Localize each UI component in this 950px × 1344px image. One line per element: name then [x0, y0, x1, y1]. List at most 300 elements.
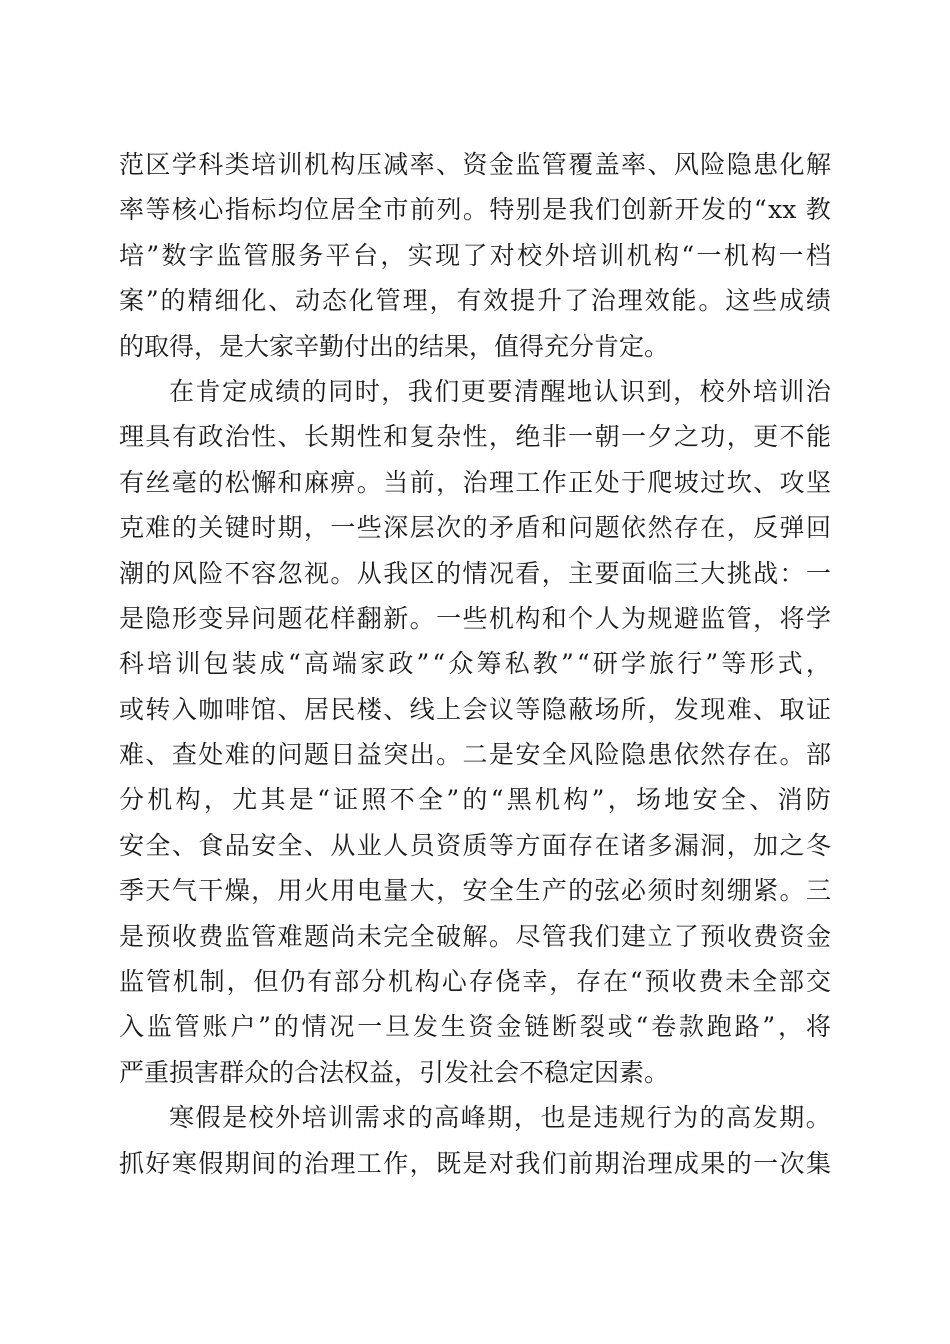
line-char: 三 — [805, 876, 831, 906]
line-char: 样 — [330, 603, 356, 633]
line-char: 。 — [356, 467, 382, 497]
line-char: 气 — [171, 876, 197, 906]
line-char: 能 — [805, 422, 831, 452]
line-char: 形 — [171, 603, 197, 633]
line-char: 难 — [224, 740, 250, 770]
line-char: 毫 — [171, 467, 197, 497]
line-char: 学 — [805, 603, 831, 633]
line-char: 在 — [169, 376, 195, 406]
line-char: 难 — [277, 921, 303, 951]
line-char: ” — [416, 649, 430, 679]
line-char: 安 — [119, 830, 145, 860]
line-char: 隐 — [541, 694, 567, 724]
line-char: 校 — [248, 1103, 274, 1133]
line-char: 战 — [753, 558, 779, 588]
line-char: ， — [436, 876, 462, 906]
line-char: 全 — [488, 876, 514, 906]
line-char: 关 — [198, 513, 224, 543]
line-char: 面 — [621, 558, 647, 588]
line-char: 全 — [145, 830, 171, 860]
line-char: 校 — [699, 376, 725, 406]
line-char: 一 — [568, 422, 594, 452]
line-char: 监 — [216, 240, 242, 270]
line-char: 求 — [381, 1103, 407, 1133]
line-char: 的 — [277, 1148, 303, 1178]
line-char: 全 — [277, 830, 303, 860]
line-char: 外 — [544, 240, 570, 270]
line-char: 提 — [510, 286, 536, 316]
line-char: 安 — [692, 785, 718, 815]
line-char: 化 — [348, 286, 374, 316]
line-char: 之 — [673, 422, 699, 452]
line-char: 理 — [119, 422, 145, 452]
line-char: 现 — [700, 694, 726, 724]
line-char: 端 — [332, 649, 358, 679]
line-char: 肯 — [195, 376, 221, 406]
line-char: 火 — [303, 876, 329, 906]
line-char: 们 — [541, 1148, 567, 1178]
line-char: 题 — [277, 603, 303, 633]
line-char: 、 — [268, 286, 294, 316]
line-char: 覆 — [568, 150, 594, 179]
line-char: 的 — [462, 785, 488, 815]
line-char: 议 — [488, 694, 514, 724]
line-char: “ — [576, 649, 590, 679]
line-char: ， — [726, 422, 752, 452]
line-char: 险 — [700, 150, 726, 179]
line-char: 校 — [517, 240, 543, 270]
line-char: 患 — [753, 150, 779, 179]
line-char: 全 — [541, 740, 567, 770]
line-char: 发 — [700, 195, 726, 225]
line-char: 杂 — [436, 422, 462, 452]
line-char: ， — [409, 1148, 435, 1178]
line-char: 链 — [524, 1012, 550, 1042]
line-char: 预 — [145, 921, 171, 951]
line-char: 、 — [749, 785, 775, 815]
line-char: 、 — [436, 150, 462, 179]
line-char: 清 — [513, 376, 539, 406]
line-char: 减 — [383, 150, 409, 179]
line-char: 题 — [594, 513, 620, 543]
line-char: 未 — [356, 921, 382, 951]
line-char: 处 — [198, 740, 224, 770]
line-char: 、 — [647, 150, 673, 179]
line-char: 、 — [303, 830, 329, 860]
line-char: 字 — [188, 240, 214, 270]
line-char: 率 — [409, 150, 435, 179]
line-char: 训 — [175, 649, 201, 679]
line-char: 居 — [330, 195, 356, 225]
line-char: 心 — [198, 195, 224, 225]
line-char: 绝 — [515, 422, 541, 452]
line-char: ， — [436, 467, 462, 497]
line-char: 我 — [568, 195, 594, 225]
line-char: 仍 — [280, 967, 306, 997]
line-char: 特 — [489, 195, 515, 225]
line-char: 紧 — [753, 876, 779, 906]
line-char: 收 — [171, 921, 197, 951]
line-char: 平 — [325, 240, 351, 270]
line-char: 成 — [779, 286, 805, 316]
line-char: 些 — [462, 603, 488, 633]
line-char: 一 — [696, 240, 722, 270]
line-char: 到 — [646, 376, 672, 406]
line-char: 裂 — [579, 1012, 605, 1042]
line-char: 问 — [251, 603, 277, 633]
line-char: 诸 — [621, 830, 647, 860]
line-char: 之 — [779, 830, 805, 860]
line-char: 期 — [330, 422, 356, 452]
line-char: 学 — [171, 150, 197, 179]
line-char: 实 — [407, 240, 433, 270]
line-char: ， — [251, 876, 277, 906]
line-char: 是 — [222, 1103, 248, 1133]
line-char: 险 — [594, 740, 620, 770]
line-char: 未 — [725, 967, 751, 997]
line-char: ” — [591, 785, 605, 815]
line-char: 金 — [488, 150, 514, 179]
text-line — [119, 187, 831, 232]
line-char: 机 — [535, 785, 561, 815]
line-char: 证 — [333, 785, 359, 815]
line-char: 全 — [752, 967, 778, 997]
line-char: 的 — [568, 876, 594, 906]
line-char: 高 — [434, 1103, 460, 1133]
line-char: 更 — [753, 422, 779, 452]
line-char: 训 — [779, 376, 805, 406]
line-char: ” — [446, 785, 460, 815]
line-char: 或 — [119, 694, 145, 724]
line-char: 培 — [752, 376, 778, 406]
line-char: 分 — [119, 785, 145, 815]
line-char: 了 — [462, 240, 488, 270]
line-char: 看 — [515, 558, 541, 588]
line-char: 盖 — [594, 150, 620, 179]
line-char: 部 — [779, 967, 805, 997]
line-char: 回 — [805, 513, 831, 543]
line-char: 是 — [462, 1148, 488, 1178]
line-char: 类 — [224, 150, 250, 179]
text-line — [119, 641, 831, 686]
line-char: 难 — [145, 513, 171, 543]
line-char: 金 — [496, 1012, 522, 1042]
line-char: 存 — [576, 967, 602, 997]
line-char: 费 — [698, 967, 724, 997]
line-char: 麻 — [303, 467, 329, 497]
line-char: 隐 — [726, 150, 752, 179]
line-char: 在 — [594, 830, 620, 860]
line-char: 三 — [673, 558, 699, 588]
line-char: 地 — [566, 376, 592, 406]
line-char: 个 — [568, 603, 594, 633]
line-char: 临 — [647, 558, 673, 588]
line-char: 、 — [145, 740, 171, 770]
line-char: 或 — [607, 1012, 633, 1042]
line-char: 作 — [541, 467, 567, 497]
line-char: ： — [779, 558, 805, 588]
line-char: 患 — [647, 740, 673, 770]
line-char: 监 — [515, 150, 541, 179]
line-char: 部 — [334, 967, 360, 997]
line-char: 假 — [195, 1103, 221, 1133]
text-line — [119, 868, 831, 913]
line-char: 的 — [160, 286, 186, 316]
line-char: 违 — [593, 1103, 619, 1133]
line-char: 、 — [753, 467, 779, 497]
line-char: 在 — [753, 740, 779, 770]
line-text: 严重损害群众的合法权益，引发社会不稳定因素。 — [119, 1057, 670, 1087]
line-char: 管 — [145, 967, 171, 997]
line-char: 解 — [805, 150, 831, 179]
line-char: 坚 — [805, 467, 831, 497]
line-char: 等 — [721, 649, 747, 679]
text-line — [119, 369, 831, 414]
line-char: 。 — [805, 1103, 831, 1133]
line-char: 管 — [243, 240, 269, 270]
line-char: 变 — [198, 603, 224, 633]
text-line — [119, 596, 831, 641]
line-char: 治 — [805, 376, 831, 406]
line-char: 是 — [488, 740, 514, 770]
line-char: 非 — [541, 422, 567, 452]
line-char: 消 — [777, 785, 803, 815]
line-char: 入 — [119, 1012, 145, 1042]
line-char: 在 — [603, 967, 629, 997]
line-char: 丝 — [145, 467, 171, 497]
line-char: 构 — [515, 603, 541, 633]
line-char: 教 — [805, 195, 831, 225]
line-char: 机 — [303, 150, 329, 179]
line-char: 弹 — [779, 513, 805, 543]
line-char: 部 — [805, 740, 831, 770]
line-char: 方 — [515, 830, 541, 860]
line-char: ” — [145, 286, 159, 316]
line-char: 理 — [402, 286, 428, 316]
line-char: 构 — [330, 150, 356, 179]
line-char: 风 — [171, 558, 197, 588]
line-char: 率 — [119, 195, 145, 225]
line-char: 和 — [383, 422, 409, 452]
line-char: 能 — [671, 286, 697, 316]
line-char: 治 — [224, 422, 250, 452]
line-char: 线 — [409, 694, 435, 724]
line-char: 培 — [147, 649, 173, 679]
line-char: 理 — [647, 1148, 673, 1178]
line-char: 规 — [620, 1103, 646, 1133]
line-char: 理 — [617, 286, 643, 316]
line-char: 夕 — [647, 422, 673, 452]
line-char: 旦 — [385, 1012, 411, 1042]
line-char: 依 — [621, 513, 647, 543]
line-char: 民 — [330, 694, 356, 724]
line-char: 会 — [462, 694, 488, 724]
line-char: 一 — [621, 422, 647, 452]
line-char: 是 — [542, 195, 568, 225]
line-char: 好 — [145, 1148, 171, 1178]
text-line — [119, 1141, 831, 1186]
line-char: 漏 — [673, 830, 699, 860]
line-char: ， — [380, 240, 406, 270]
line-char: 等 — [515, 694, 541, 724]
line-char: 预 — [644, 967, 670, 997]
line-char: 朝 — [594, 422, 620, 452]
line-char: 痹 — [330, 467, 356, 497]
line-char: 醒 — [540, 376, 566, 406]
line-char: 全 — [418, 785, 444, 815]
line-char: 隐 — [145, 603, 171, 633]
line-char: 异 — [224, 603, 250, 633]
line-char: 核 — [171, 195, 197, 225]
line-char: 是 — [566, 1103, 592, 1133]
line-char: 人 — [594, 603, 620, 633]
line-char: ， — [381, 376, 407, 406]
line-char: ， — [726, 830, 752, 860]
line-char: 尤 — [232, 785, 258, 815]
line-char: 和 — [277, 467, 303, 497]
line-char: 要 — [487, 376, 513, 406]
text-line — [119, 142, 831, 187]
line-char: 坡 — [673, 467, 699, 497]
line-char: 面 — [541, 830, 567, 860]
line-char: 出 — [409, 740, 435, 770]
line-char: 前 — [409, 467, 435, 497]
line-char: 题 — [303, 921, 329, 951]
line-char: 工 — [356, 1148, 382, 1178]
line-char: 黑 — [506, 785, 532, 815]
line-char: ， — [203, 785, 229, 815]
line-char: 是 — [288, 785, 314, 815]
line-char: 务 — [298, 240, 324, 270]
line-char: 时 — [354, 376, 380, 406]
line-char: 不 — [224, 558, 250, 588]
line-char: 开 — [674, 195, 700, 225]
line-char: 们 — [595, 195, 621, 225]
line-char: 高 — [726, 1103, 752, 1133]
line-char: 洞 — [700, 830, 726, 860]
line-char: 一 — [330, 513, 356, 543]
line-char: 突 — [383, 740, 409, 770]
text-line — [119, 551, 831, 596]
line-char: 机 — [147, 785, 173, 815]
line-char: 构 — [175, 785, 201, 815]
line-char: 尽 — [515, 921, 541, 951]
line-char: 的 — [407, 1103, 433, 1133]
line-char: 治 — [462, 467, 488, 497]
line-char: 装 — [231, 649, 257, 679]
line-char: 大 — [700, 558, 726, 588]
line-char: 一 — [357, 1012, 383, 1042]
line-char: 翻 — [356, 603, 382, 633]
line-char: 收 — [671, 967, 697, 997]
line-char: 全 — [357, 195, 383, 225]
line-char: 挑 — [726, 558, 752, 588]
line-char: 培 — [119, 240, 145, 270]
line-char: 一 — [436, 603, 462, 633]
line-char: 位 — [304, 195, 330, 225]
line-char: 集 — [805, 1148, 831, 1178]
line-char: 市 — [383, 195, 409, 225]
line-char: 懈 — [251, 467, 277, 497]
line-char: 政 — [198, 422, 224, 452]
line-char: 外 — [726, 376, 752, 406]
line-char: 寒 — [169, 1103, 195, 1133]
line-char: 列 — [436, 195, 462, 225]
line-char: 多 — [647, 830, 673, 860]
line-char: 峰 — [460, 1103, 486, 1133]
line-char: 区 — [145, 150, 171, 179]
line-char: 难 — [726, 694, 752, 724]
line-char: 卷 — [651, 1012, 677, 1042]
line-char: 防 — [805, 785, 831, 815]
line-char: 。 — [330, 558, 356, 588]
line-char: 具 — [145, 422, 171, 452]
line-char: ， — [488, 422, 514, 452]
line-char: ” — [258, 1012, 271, 1042]
line-char: 间 — [251, 1148, 277, 1178]
text-line — [119, 505, 831, 550]
line-char: ， — [647, 694, 673, 724]
line-char: 层 — [409, 513, 435, 543]
line-char: 长 — [303, 422, 329, 452]
line-char: 破 — [436, 921, 462, 951]
line-char: 管 — [726, 603, 752, 633]
line-char: 费 — [198, 921, 224, 951]
line-char: 的 — [436, 558, 462, 588]
line-char: 矛 — [488, 513, 514, 543]
line-char: “ — [317, 785, 330, 815]
line-char: 更 — [460, 376, 486, 406]
line-char: 用 — [330, 876, 356, 906]
line-char: “ — [753, 195, 767, 225]
line-char: 监 — [224, 921, 250, 951]
line-char: 的 — [251, 740, 277, 770]
line-char: 治 — [621, 1148, 647, 1178]
line-char: 收 — [726, 921, 752, 951]
line-char: “ — [287, 649, 301, 679]
text-line — [119, 414, 831, 459]
line-char: 认 — [593, 376, 619, 406]
text-line — [119, 732, 831, 777]
line-char: 。 — [488, 921, 514, 951]
line-char: 正 — [568, 467, 594, 497]
line-char: 蔽 — [568, 694, 594, 724]
line-char: 业 — [356, 830, 382, 860]
line-char: 台 — [353, 240, 379, 270]
line-char: 从 — [330, 830, 356, 860]
line-char: 员 — [409, 830, 435, 860]
line-char: 机 — [488, 603, 514, 633]
line-char: 查 — [171, 740, 197, 770]
line-char: 家 — [360, 649, 386, 679]
line-char: 新 — [648, 195, 674, 225]
line-char: 隐 — [621, 740, 647, 770]
line-char: 对 — [488, 1148, 514, 1178]
line-char: 治 — [590, 286, 616, 316]
line-char: 果 — [700, 1148, 726, 1178]
line-char: 食 — [198, 830, 224, 860]
line-char: 忽 — [277, 558, 303, 588]
line-char: 、 — [383, 694, 409, 724]
line-char: 范 — [119, 150, 145, 179]
line-char: 现 — [435, 240, 461, 270]
line-char: 等 — [488, 830, 514, 860]
line-text: 的取得，是大家辛勤付出的结果，值得充分肯定。 — [119, 331, 670, 361]
line-char: 资 — [436, 830, 462, 860]
line-char: 益 — [356, 740, 382, 770]
line-char: 视 — [303, 558, 329, 588]
line-char: 情 — [462, 558, 488, 588]
